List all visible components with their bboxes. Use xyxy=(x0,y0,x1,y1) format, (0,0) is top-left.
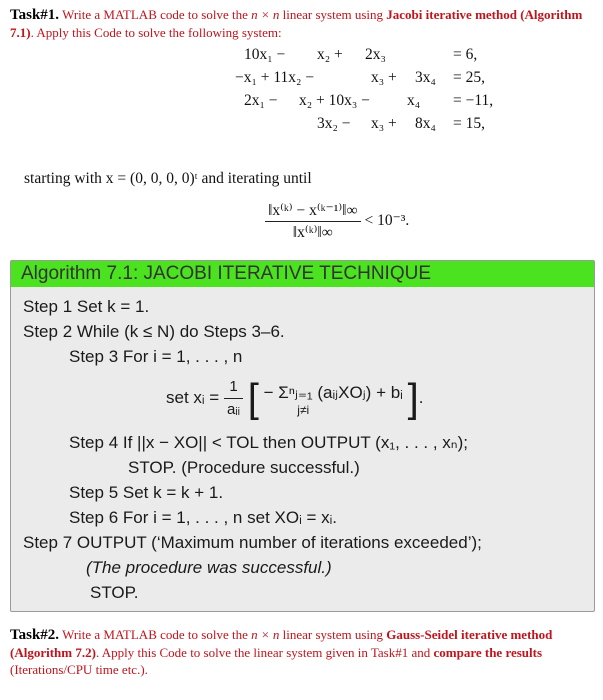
eq2-term-c: 3x₄ xyxy=(415,69,436,86)
task2-compare: compare the results xyxy=(433,645,543,660)
equation-row-2 xyxy=(235,67,603,88)
task2-dims: n × n xyxy=(251,627,280,642)
eq3-rhs: = −11, xyxy=(453,92,494,109)
eq1-rhs: = 6, xyxy=(453,46,478,63)
task1-method: Jacobi iterative method (Algorithm 7.1) xyxy=(10,7,583,40)
formula-frac-den: aᵢᵢ xyxy=(226,401,241,418)
task1-text-b: linear system using xyxy=(282,7,384,22)
eq2-rhs: = 25, xyxy=(453,69,485,86)
task2-text-d: (Iterations/CPU time etc.). xyxy=(10,662,148,677)
algorithm-title: Algorithm 7.1: JACOBI ITERATIVE TECHNIQUE xyxy=(11,261,594,287)
algo-step-4-stop: STOP. (Procedure successful.) xyxy=(128,458,360,477)
eq3-term-a: 2x₁ − xyxy=(244,92,278,109)
eq4-term-b: x₃ + xyxy=(371,115,397,132)
task2-text-b: linear system using xyxy=(282,627,384,642)
task2-text-c: . Apply this Code to solve the linear system given in Task#1 and xyxy=(95,645,431,660)
criterion-fraction xyxy=(265,200,361,243)
task2-label: Task#2. xyxy=(10,627,60,643)
formula-frac-num: 1 xyxy=(224,376,243,399)
algo-step-3: Step 3 For i = 1, . . . , n xyxy=(69,347,243,366)
algo-step-2: Step 2 While (k ≤ N) do Steps 3–6. xyxy=(23,322,285,341)
task1-paragraph xyxy=(10,6,595,41)
eq4-rhs: = 15, xyxy=(453,115,485,132)
equation-row-3 xyxy=(235,90,603,111)
task1-label: Task#1. xyxy=(10,7,60,23)
criterion-numerator: ‖x⁽ᵏ⁾ − x⁽ᵏ⁻¹⁾‖∞ xyxy=(265,200,361,222)
linear-system xyxy=(235,44,525,136)
algo-step-4: Step 4 If ||x − XO|| < TOL then OUTPUT (x₁, . . . , xₙ); xyxy=(69,433,468,452)
task2-paragraph xyxy=(10,626,595,678)
task1-text-a: Write a MATLAB code to solve the xyxy=(62,7,248,22)
criterion-tolerance: < 10⁻³. xyxy=(364,212,410,230)
algo-step-7: Step 7 OUTPUT (‘Maximum number of iterations exceeded’); xyxy=(23,533,482,552)
task1-text-c: . Apply this Code to solve the following system: xyxy=(30,25,282,40)
algo-step-7-stop: STOP. xyxy=(90,583,139,602)
algo-step-1: Step 1 Set k = 1. xyxy=(23,297,150,316)
task2-text-a: Write a MATLAB code to solve the xyxy=(62,627,248,642)
eq4-term-a: 3x₂ − xyxy=(317,115,351,132)
eq3-term-c: x₄ xyxy=(407,92,421,109)
eq4-term-c: 8x₄ xyxy=(415,115,436,132)
eq1-term-c: 2x₃ xyxy=(365,46,386,63)
formula-sum-expr: − Σⁿⱼ₌₁ (aᵢⱼXOⱼ) + bᵢ xyxy=(263,382,403,402)
algo-step-3-formula: set xᵢ = $\frac{1}{\text{aᵢᵢ}}$ [ − Σⁿⱼ₌₁ (aᵢⱼXOⱼ) + bᵢ j≠i ]. xyxy=(166,376,424,421)
task2-method: Gauss-Seidel iterative method (Algorithm 7.2) xyxy=(10,627,553,660)
equation-row-1 xyxy=(235,44,603,65)
algo-step-5: Step 5 Set k = k + 1. xyxy=(69,483,224,502)
algo-step-7-note: (The procedure was successful.) xyxy=(86,558,332,577)
eq3-term-b: x₂ + 10x₃ − xyxy=(299,92,370,109)
stopping-criterion xyxy=(265,200,409,243)
equation-row-4 xyxy=(235,113,603,134)
eq1-term-a: 10x₁ − xyxy=(244,46,286,63)
task1-dims: n × n xyxy=(251,7,280,22)
formula-set-label: set xᵢ = xyxy=(166,387,220,407)
formula-sum xyxy=(264,382,403,416)
formula-sum-subscript: j≠i xyxy=(297,402,310,417)
eq2-term-b: x₃ + xyxy=(371,69,397,86)
start-condition: starting with x = (0, 0, 0, 0)ᵗ and iterating until xyxy=(24,170,312,187)
eq1-term-b: x₂ + xyxy=(317,46,343,63)
algo-step-6: Step 6 For i = 1, . . . , n set XOᵢ = xᵢ. xyxy=(69,508,338,527)
criterion-denominator: ‖x⁽ᵏ⁾‖∞ xyxy=(292,224,333,241)
eq2-term-a: −x₁ + 11x₂ − xyxy=(235,69,315,86)
